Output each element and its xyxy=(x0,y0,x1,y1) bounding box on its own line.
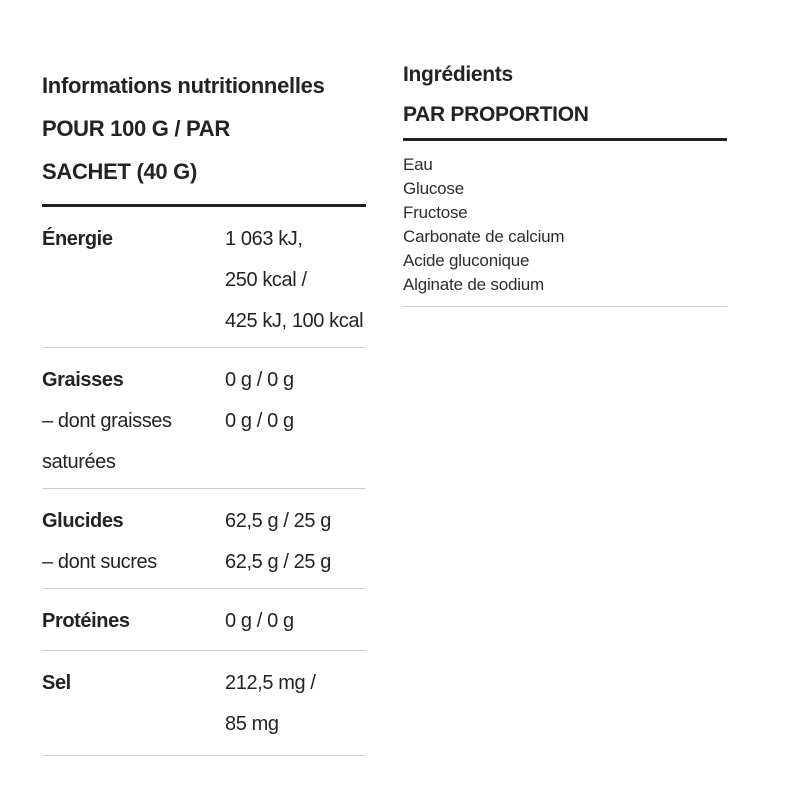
table-row-energie xyxy=(42,219,366,342)
row-value-energie xyxy=(225,219,363,342)
row-value-text: 62,5 g / 25 g xyxy=(225,551,332,573)
nutrition-group-graisses xyxy=(42,348,366,489)
nutrition-group-energie xyxy=(42,207,366,348)
row-value-text: 1 063 kJ, xyxy=(225,228,303,250)
ingredient-item-eau: Eau xyxy=(403,155,433,174)
ingredients-header xyxy=(403,62,727,141)
row-label-text: Sel xyxy=(42,672,71,694)
row-label-graisses xyxy=(42,360,225,401)
table-row-dont-sucres xyxy=(42,542,366,583)
row-value-dont-sucres xyxy=(225,542,331,583)
row-label-text: saturées xyxy=(42,451,116,473)
row-label-glucides xyxy=(42,501,225,542)
row-value-text: 0 g / 0 g xyxy=(225,610,294,632)
table-row-graisses-saturees xyxy=(42,401,366,483)
ingredient-item-fructose: Fructose xyxy=(403,203,468,222)
row-value-glucides xyxy=(225,501,331,542)
nutrition-group-glucides xyxy=(42,489,366,589)
row-value-graisses-saturees xyxy=(225,401,294,442)
ingredient-item-acide-gluconique: Acide gluconique xyxy=(403,251,530,270)
ingredient-item-glucose: Glucose xyxy=(403,179,464,198)
row-value-text: 0 g / 0 g xyxy=(225,410,294,432)
nutrition-table-title-line3: SACHET (40 G) xyxy=(42,159,198,184)
row-label-sel xyxy=(42,663,225,704)
ingredients-list xyxy=(403,141,727,307)
nutrition-group-proteines xyxy=(42,589,366,651)
row-value-text: 0 g / 0 g xyxy=(225,369,294,391)
row-label-dont-sucres xyxy=(42,542,225,583)
table-row-proteines xyxy=(42,601,366,642)
ingredients-panel xyxy=(403,62,727,307)
table-row-glucides xyxy=(42,501,366,542)
row-value-text: 250 kcal / xyxy=(225,269,307,291)
row-value-graisses xyxy=(225,360,294,401)
ingredients-title: Ingrédients xyxy=(403,63,513,86)
row-label-proteines xyxy=(42,601,225,642)
nutrition-table-title-line2: POUR 100 G / PAR xyxy=(42,116,230,141)
table-row-sel xyxy=(42,663,366,745)
row-label-text: Graisses xyxy=(42,369,124,391)
row-value-text: 425 kJ, 100 kcal xyxy=(225,310,364,332)
row-label-text: Glucides xyxy=(42,510,124,532)
row-value-text: 62,5 g / 25 g xyxy=(225,510,332,532)
table-row-graisses xyxy=(42,360,366,401)
ingredient-item-alginate-de-sodium: Alginate de sodium xyxy=(403,275,544,294)
row-label-text: – dont sucres xyxy=(42,551,157,573)
row-label-text: – dont graisses xyxy=(42,410,172,432)
row-label-graisses-saturees xyxy=(42,401,225,483)
row-value-text: 212,5 mg / xyxy=(225,672,316,694)
ingredients-subtitle: PAR PROPORTION xyxy=(403,103,589,126)
nutrition-table xyxy=(42,64,366,756)
row-value-text: 85 mg xyxy=(225,713,279,735)
ingredient-item-carbonate-de-calcium: Carbonate de calcium xyxy=(403,227,565,246)
row-value-proteines xyxy=(225,601,294,642)
nutrition-table-header xyxy=(42,64,366,207)
row-value-sel xyxy=(225,663,316,745)
nutrition-table-title: Informations nutritionnelles xyxy=(42,73,325,98)
row-label-text: Énergie xyxy=(42,228,113,250)
nutrition-group-sel xyxy=(42,651,366,756)
row-label-energie xyxy=(42,219,225,260)
row-label-text: Protéines xyxy=(42,610,130,632)
